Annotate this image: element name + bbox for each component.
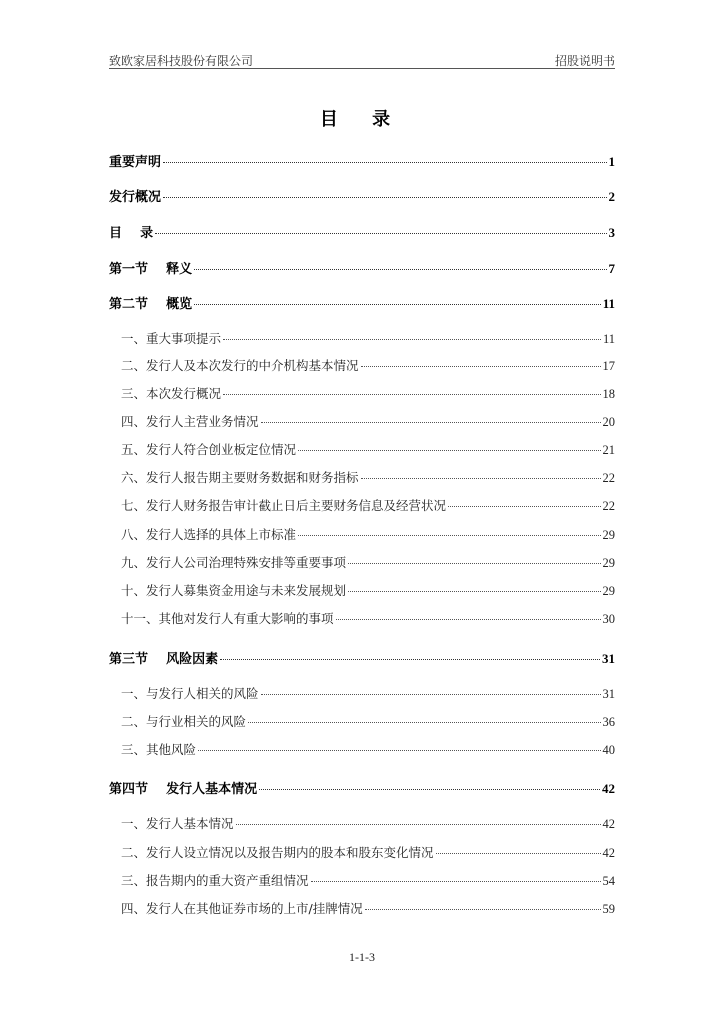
toc-subentry[interactable] — [109, 871, 615, 891]
toc-entry-page: 1 — [608, 154, 615, 169]
toc-entry-section-4[interactable] — [109, 778, 615, 798]
toc-subentry[interactable] — [109, 412, 615, 432]
dot-leader — [336, 619, 601, 620]
toc-entry-page: 22 — [602, 471, 615, 485]
toc-subentry[interactable] — [109, 525, 615, 545]
toc-subentry[interactable] — [109, 440, 615, 460]
dot-leader — [248, 722, 600, 723]
dot-leader — [261, 694, 601, 695]
dot-leader — [261, 422, 601, 423]
toc-subentry[interactable] — [109, 814, 615, 834]
toc-subentry[interactable] — [109, 581, 615, 601]
toc-title: 目 录 — [319, 109, 405, 130]
dot-leader — [220, 659, 600, 660]
toc-entry-page: 21 — [602, 443, 615, 457]
toc-entry-contents[interactable] — [109, 222, 615, 242]
dot-leader — [436, 853, 601, 854]
toc-entry-page: 42 — [602, 781, 615, 796]
toc-entry-page: 7 — [608, 261, 615, 276]
dot-leader — [298, 535, 600, 536]
document-type: 招股说明书 — [554, 54, 615, 68]
dot-leader — [361, 478, 601, 479]
toc-subentry[interactable] — [109, 496, 615, 516]
toc-entry-label: 九、发行人公司治理特殊安排等重要事项 — [121, 555, 347, 570]
dot-leader — [298, 450, 600, 451]
toc-subentry[interactable] — [109, 329, 615, 349]
toc-entry-label: 二、发行人及本次发行的中介机构基本情况 — [121, 358, 359, 373]
toc-entry-label: 二、与行业相关的风险 — [121, 714, 247, 729]
dot-leader — [155, 233, 606, 234]
toc-entry-label: 三、本次发行概况 — [121, 386, 222, 401]
dot-leader — [194, 269, 606, 270]
company-name: 致欧家居科技股份有限公司 — [109, 54, 254, 68]
toc-entry-label: 十、发行人募集资金用途与未来发展规划 — [121, 583, 347, 598]
toc-subentry[interactable] — [109, 356, 615, 376]
toc-entry-label: 第四节 发行人基本情况 — [109, 782, 258, 797]
dot-leader — [198, 750, 600, 751]
toc-entry-page: 29 — [602, 528, 615, 542]
toc-entry-section-3[interactable] — [109, 648, 615, 668]
toc-entry-page: 3 — [608, 225, 615, 240]
toc-entry-label: 六、发行人报告期主要财务数据和财务指标 — [121, 470, 359, 485]
toc-subentry[interactable] — [109, 712, 615, 732]
toc-subentry[interactable] — [109, 609, 615, 629]
dot-leader — [311, 881, 601, 882]
dot-leader — [163, 197, 606, 198]
dot-leader — [194, 304, 601, 305]
toc-entry-page: 11 — [602, 296, 615, 311]
toc-entry-page: 29 — [602, 556, 615, 570]
dot-leader — [223, 394, 600, 395]
toc-entry-page: 31 — [602, 651, 615, 666]
toc-entry-label: 七、发行人财务报告审计截止日后主要财务信息及经营状况 — [121, 498, 447, 513]
toc-subentry[interactable] — [109, 843, 615, 863]
toc-entry-section-2[interactable] — [109, 293, 615, 313]
toc-entry-label: 一、发行人基本情况 — [121, 816, 234, 831]
toc-entry-page: 2 — [608, 189, 615, 204]
toc-entry-page: 17 — [602, 359, 615, 373]
dot-leader — [361, 366, 601, 367]
toc-entry-page: 22 — [602, 499, 615, 513]
toc-entry-page: 42 — [602, 817, 615, 831]
toc-entry-label: 第一节 释义 — [109, 262, 193, 277]
toc-entry-section-1[interactable] — [109, 258, 615, 278]
toc-entry-label: 三、报告期内的重大资产重组情况 — [121, 873, 309, 888]
page-header — [109, 50, 615, 70]
dot-leader — [348, 591, 600, 592]
toc-entry-page: 40 — [602, 743, 615, 757]
toc-subentry[interactable] — [109, 899, 615, 919]
dot-leader — [223, 339, 601, 340]
toc-subentry[interactable] — [109, 468, 615, 488]
dot-leader — [236, 824, 601, 825]
toc-entry-label: 四、发行人在其他证券市场的上市/挂牌情况 — [121, 901, 363, 916]
toc-entry-page: 11 — [602, 332, 615, 346]
toc-entry-label: 十一、其他对发行人有重大影响的事项 — [121, 611, 334, 626]
toc-entry-page: 29 — [602, 584, 615, 598]
toc-entry-label: 目 录 — [109, 226, 154, 241]
toc-entry-label: 八、发行人选择的具体上市标准 — [121, 527, 297, 542]
toc-entry-page: 30 — [602, 612, 615, 626]
toc-entry-label: 四、发行人主营业务情况 — [121, 414, 259, 429]
dot-leader — [348, 563, 600, 564]
toc-entry-label: 发行概况 — [109, 190, 162, 205]
dot-leader — [448, 506, 600, 507]
toc-entry-page: 59 — [602, 902, 615, 916]
toc-entry-offering-overview[interactable] — [109, 186, 615, 206]
toc-entry-important-statement[interactable] — [109, 151, 615, 171]
toc-entry-page: 31 — [602, 687, 615, 701]
toc-entry-page: 20 — [602, 415, 615, 429]
dot-leader — [163, 162, 606, 163]
toc-entry-label: 第二节 概览 — [109, 297, 193, 312]
toc-subentry[interactable] — [109, 740, 615, 760]
toc-entry-page: 18 — [602, 387, 615, 401]
toc-entry-label: 一、重大事项提示 — [121, 331, 222, 346]
toc-subentry[interactable] — [109, 684, 615, 704]
toc-entry-label: 第三节 风险因素 — [109, 652, 219, 667]
page-number: 1-1-3 — [349, 950, 375, 964]
toc-entry-page: 54 — [602, 874, 615, 888]
toc-subentry[interactable] — [109, 384, 615, 404]
toc-entry-label: 一、与发行人相关的风险 — [121, 686, 259, 701]
toc-entry-label: 三、其他风险 — [121, 742, 197, 757]
dot-leader — [365, 909, 601, 910]
dot-leader — [259, 789, 600, 790]
toc-entry-page: 42 — [602, 846, 615, 860]
toc-entry-label: 二、发行人设立情况以及报告期内的股本和股东变化情况 — [121, 845, 434, 860]
toc-entry-page: 36 — [602, 715, 615, 729]
header-divider — [109, 68, 615, 69]
toc-subentry[interactable] — [109, 553, 615, 573]
toc-entry-label: 重要声明 — [109, 155, 162, 170]
toc-entry-label: 五、发行人符合创业板定位情况 — [121, 442, 297, 457]
